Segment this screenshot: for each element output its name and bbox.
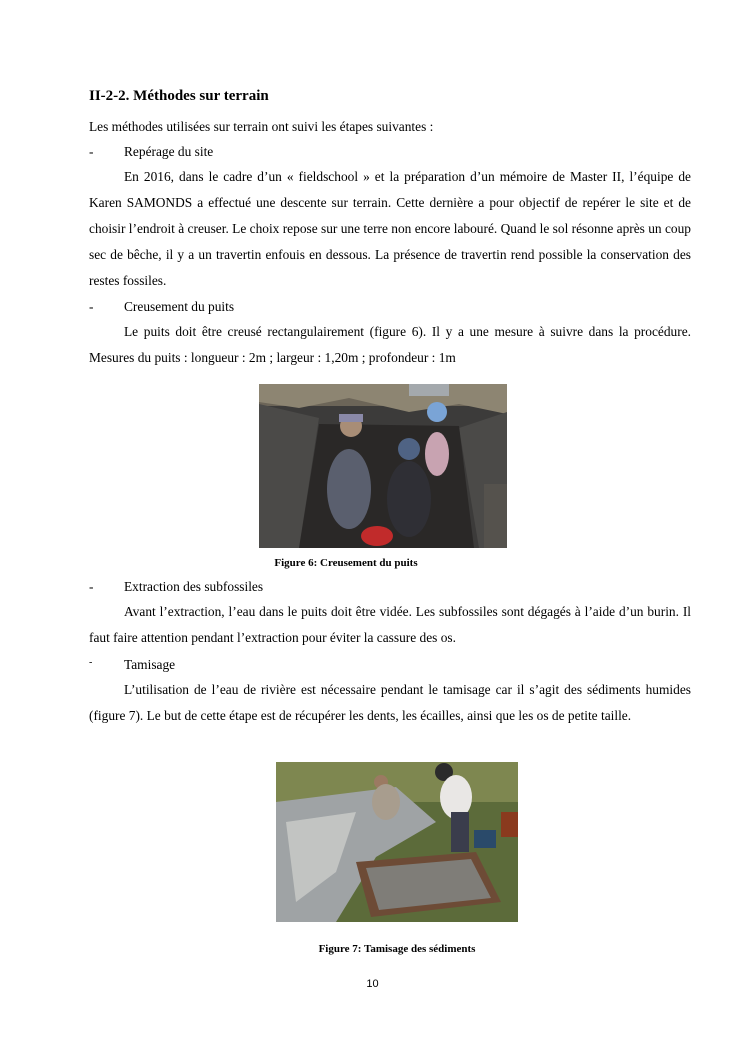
figure-6-photo xyxy=(259,384,507,548)
step-text-extraction: Avant l’extraction, l’eau dans le puits doit être vidée. Les subfossiles sont dégagés à l’aide d’un burin. Il faut faire attention pendant l’extraction pour éviter la cassure des os. xyxy=(89,604,691,645)
section-heading: II-2-2. Méthodes sur terrain xyxy=(89,88,269,104)
page-number: 10 xyxy=(366,978,379,990)
section-intro: Les méthodes utilisées sur terrain ont suivi les étapes suivantes : xyxy=(89,119,434,134)
bullet-marker: - xyxy=(89,299,94,314)
bullet-marker: - xyxy=(89,657,93,668)
excavation-pit-image xyxy=(259,384,507,548)
bullet-marker: - xyxy=(89,144,94,159)
step-title-extraction: Extraction des subfossiles xyxy=(124,579,264,594)
step-title-site: Repérage du site xyxy=(124,144,214,159)
step-text-tamisage: L’utilisation de l’eau de rivière est nécessaire pendant le tamisage car il s’agit des sédiments humides (figure 7). Le but de cette étape est de récupérer les dents, les écailles, ainsi que les os de petite taille. xyxy=(89,682,691,723)
bullet-marker: - xyxy=(89,579,94,594)
step-title-puits: Creusement du puits xyxy=(124,299,235,314)
figure-7-photo xyxy=(276,762,518,922)
step-text-puits: Le puits doit être creusé rectangulairement (figure 6). Il y a une mesure à suivre dans la procédure. Mesures du puits : longueur : 2m ; largeur : 1,20m ; profondeur : 1m xyxy=(89,324,691,365)
step-title-tamisage: Tamisage xyxy=(124,657,176,672)
figure-6-caption: Figure 6: Creusement du puits xyxy=(274,557,418,569)
figure-7-caption: Figure 7: Tamisage des sédiments xyxy=(318,943,476,955)
step-text-site: En 2016, dans le cadre d’un « fieldschool » et la préparation d’un mémoire de Master II, l’équipe de Karen SAMONDS a effectué une descente sur terrain. Cette dernière a pour objectif de repérer le site et de choisir l’endroit à creuser. Le choix repose sur une terre non encore labouré. Quand le sol résonne après un coup sec de bêche, il y a un travertin enfouis en dessous. La présence de travertin rend possible la conservation des restes fossiles. xyxy=(89,169,691,288)
sieving-image xyxy=(276,762,518,922)
